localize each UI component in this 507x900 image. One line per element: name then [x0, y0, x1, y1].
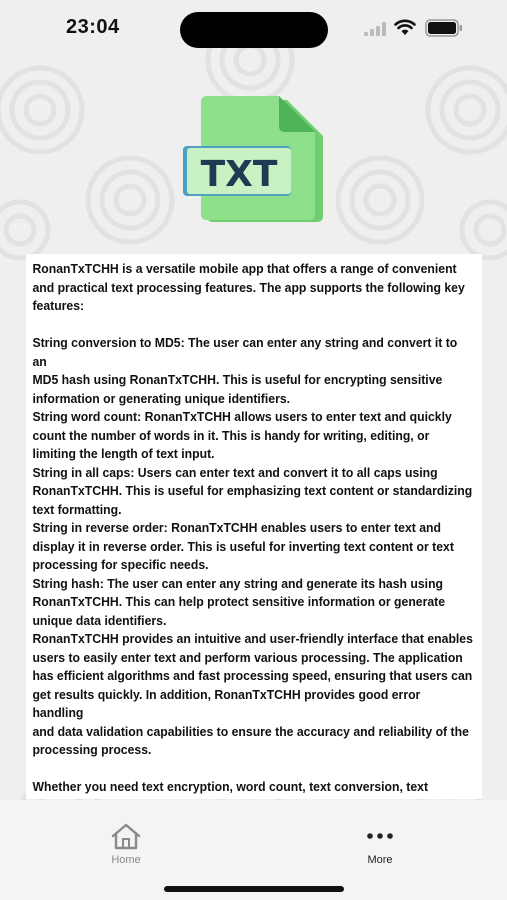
status-bar	[0, 0, 507, 60]
more-dots-icon	[363, 822, 397, 850]
home-indicator[interactable]	[164, 886, 344, 892]
tab-home-label: Home	[111, 854, 141, 866]
bottom-tab-bar	[0, 800, 507, 900]
status-time: 23:04	[66, 16, 120, 38]
tab-home[interactable]	[76, 822, 176, 872]
home-icon	[109, 822, 143, 850]
description-panel[interactable]	[26, 254, 482, 799]
dynamic-island	[180, 12, 328, 48]
tab-more[interactable]	[330, 822, 430, 872]
app-description: RonanTxTCHH is a versatile mobile app that offers a range of convenient and practical text processing features. The app supports the following key features: String conversion to MD5: The user can enter any string and convert it to an MD5 hash using RonanTxTCHH. This is useful for encrypting sensitive information or generating unique identifiers. String word count: RonanTxTCHH allows users to enter text and quickly count the number of words in it. This is handy for writing, editing, or limiting the length of text input. String in all caps: Users can enter text and convert it to all caps using RonanTxTCHH. This is useful for emphasizing text content or standardizing text formatting. String in reverse order: RonanTxTCHH enables users to enter text and display it in reverse order. This is useful for inverting text content or text processing for specific needs. String hash: The user can enter any string and generate its hash using RonanTxTCHH. This can help protect sensitive information or generate unique data identifiers. RonanTxTCHH provides an intuitive and user-friendly interface that enables users to easily enter text and perform various processing. The application has efficient algorithms and fast processing speed, ensuring that users can get results quickly. In addition, RonanTxTCHH provides good error handling and data validation capabilities to ensure the accuracy and reliability of the processing process. Whether you need text encryption, word count, text conversion, text	[32, 261, 473, 794]
txt-file-logo	[183, 96, 325, 226]
tab-more-label: More	[367, 854, 393, 866]
wifi-icon	[394, 18, 416, 36]
logo-label: TXT	[200, 154, 278, 195]
cellular-signal-icon	[364, 22, 386, 36]
battery-icon	[425, 19, 463, 37]
